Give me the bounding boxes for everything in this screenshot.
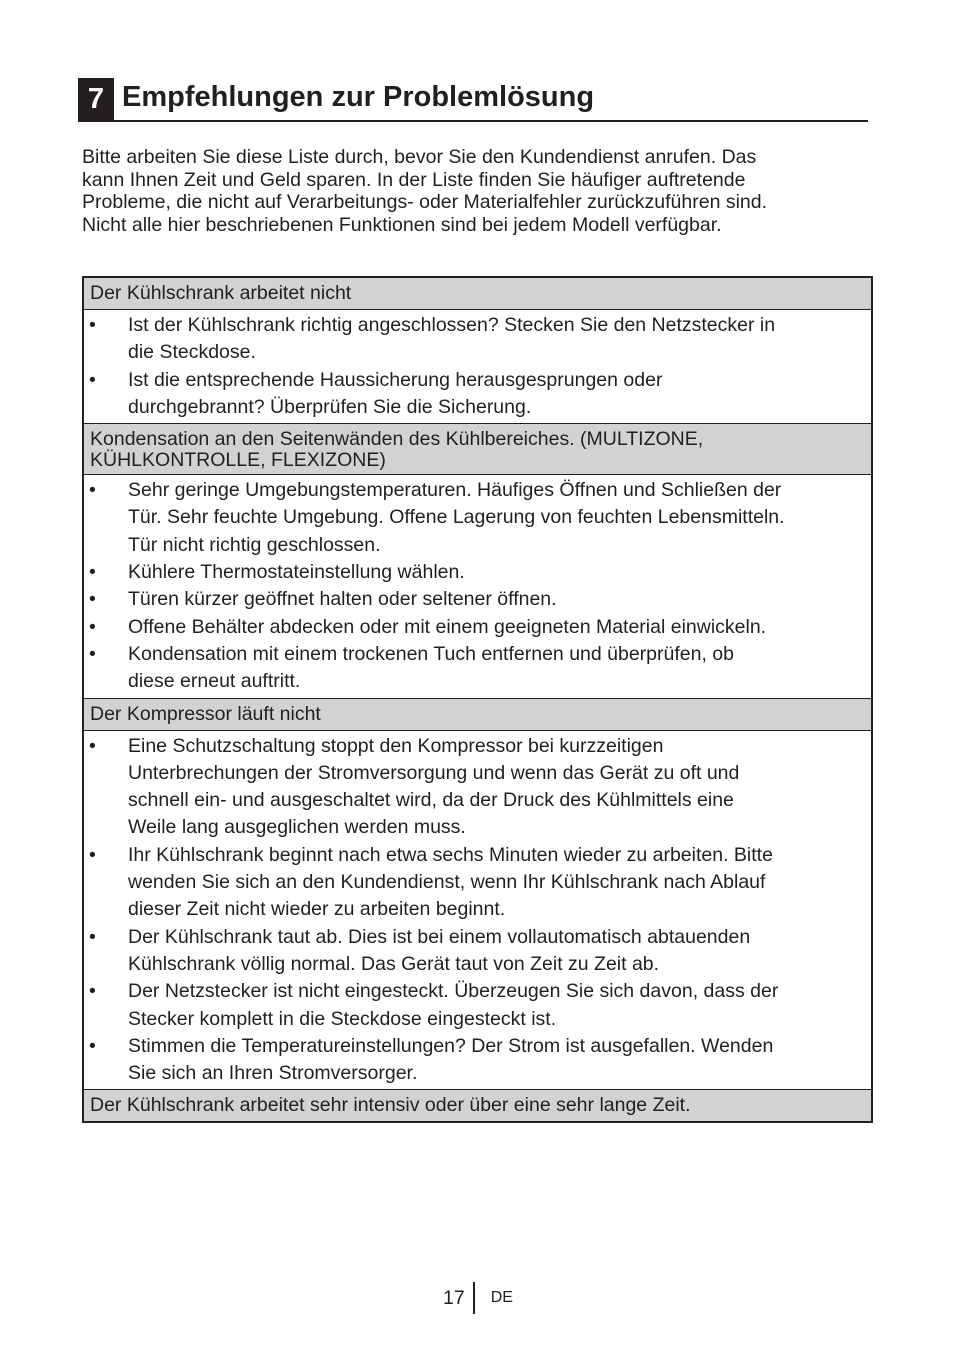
troubleshooting-table <box>82 276 873 1123</box>
list-item <box>84 614 871 641</box>
page-footer <box>443 1282 513 1314</box>
bullet-icon: • <box>89 734 96 757</box>
list-item-text <box>128 312 871 367</box>
bullet-icon: • <box>89 1034 96 1057</box>
list-item <box>84 367 871 422</box>
list-item-text <box>128 733 871 842</box>
list-item-line: Ist die entsprechende Haussicherung herausgesprungen oder <box>128 368 663 391</box>
problem-heading <box>84 699 871 731</box>
bullet-icon: • <box>89 925 96 948</box>
list-item-text <box>128 477 871 559</box>
solution-list <box>84 731 871 1091</box>
problem-heading-line: Der Kühlschrank arbeitet nicht <box>90 282 352 304</box>
list-item-line: durchgebrannt? Überprüfen Sie die Sicherung. <box>128 395 532 418</box>
bullet-icon: • <box>89 479 96 502</box>
list-item-line: Sie sich an Ihren Stromversorger. <box>128 1062 418 1085</box>
list-item <box>84 1033 871 1088</box>
list-item-text <box>128 842 871 924</box>
bullet-icon: • <box>89 561 96 584</box>
list-item-line: Stimmen die Temperatureinstellungen? Der Strom ist ausgefallen. Wenden <box>128 1034 774 1057</box>
problem-heading-line: Der Kompressor läuft nicht <box>90 702 321 725</box>
list-item-line: Offene Behälter abdecken oder mit einem geeigneten Material einwickeln. <box>128 615 767 638</box>
list-item-text <box>128 367 871 422</box>
list-item <box>84 842 871 924</box>
list-item <box>84 733 871 842</box>
list-item-line: Der Kühlschrank taut ab. Dies ist bei einem vollautomatisch abtauenden <box>128 925 751 948</box>
list-item-line: Weile lang ausgeglichen werden muss. <box>128 816 466 839</box>
intro-line: Bitte arbeiten Sie diese Liste durch, bevor Sie den Kundendienst anrufen. Das <box>82 146 757 168</box>
solution-list <box>84 310 871 424</box>
list-item-text <box>128 641 871 696</box>
section-heading <box>78 76 868 122</box>
list-item-line: Tür. Sehr feuchte Umgebung. Offene Lagerung von feuchten Lebensmitteln. <box>128 506 785 529</box>
list-item-line: Unterbrechungen der Stromversorgung und wenn das Gerät zu oft und <box>128 761 740 784</box>
intro-line: Nicht alle hier beschriebenen Funktionen sind bei jedem Modell verfügbar. <box>82 214 722 237</box>
intro-line: kann Ihnen Zeit und Geld sparen. In der Liste finden Sie häufiger auftretende <box>82 168 746 191</box>
bullet-icon: • <box>89 642 96 665</box>
list-item <box>84 978 871 1033</box>
list-item-text <box>128 924 871 979</box>
list-item-text <box>128 978 871 1033</box>
list-item-line: Eine Schutzschaltung stoppt den Kompressor bei kurzzeitigen <box>128 734 664 757</box>
bullet-icon: • <box>89 368 96 391</box>
solution-list <box>84 475 871 698</box>
list-item-line: Ihr Kühlschrank beginnt nach etwa sechs Minuten wieder zu arbeiten. Bitte <box>128 843 773 866</box>
list-item-line: Tür nicht richtig geschlossen. <box>128 533 381 556</box>
list-item <box>84 641 871 696</box>
problem-heading <box>84 1090 871 1121</box>
list-item-line: Kühlschrank völlig normal. Das Gerät taut von Zeit zu Zeit ab. <box>128 952 660 975</box>
list-item-text <box>128 586 871 613</box>
list-item-line: Kondensation mit einem trockenen Tuch entfernen und überprüfen, ob <box>128 642 734 665</box>
list-item-line: Türen kürzer geöffnet halten oder seltener öffnen. <box>128 588 557 611</box>
problem-heading <box>84 278 871 310</box>
bullet-icon: • <box>89 843 96 866</box>
list-item-line: Stecker komplett in die Steckdose eingesteckt ist. <box>128 1007 557 1030</box>
section-number: 7 <box>78 78 114 120</box>
page-number: 17 <box>443 1286 465 1309</box>
list-item <box>84 477 871 559</box>
list-item-text <box>128 1033 871 1088</box>
list-item-line: wenden Sie sich an den Kundendienst, wenn Ihr Kühlschrank nach Ablauf <box>128 871 766 894</box>
list-item-line: Sehr geringe Umgebungstemperaturen. Häufiges Öffnen und Schließen der <box>128 479 782 502</box>
list-item <box>84 559 871 586</box>
list-item-line: schnell ein- und ausgeschaltet wird, da der Druck des Kühlmittels eine <box>128 789 734 812</box>
list-item <box>84 924 871 979</box>
bullet-icon: • <box>89 980 96 1003</box>
language-code: DE <box>490 1289 513 1306</box>
list-item-line: die Steckdose. <box>128 341 256 364</box>
problem-heading-line: Kondensation an den Seitenwänden des Kühlbereiches. (MULTIZONE, <box>90 428 704 451</box>
list-item-text <box>128 614 871 641</box>
problem-heading <box>84 424 871 475</box>
intro-line: Probleme, die nicht auf Verarbeitungs- oder Materialfehler zurückzuführen sind. <box>82 191 768 214</box>
list-item-line: Der Netzstecker ist nicht eingesteckt. Überzeugen Sie sich davon, dass der <box>128 980 779 1003</box>
list-item-line: Ist der Kühlschrank richtig angeschlossen? Stecken Sie den Netzstecker in <box>128 314 776 336</box>
bullet-icon: • <box>89 615 96 638</box>
list-item-line: diese erneut auftritt. <box>128 670 301 693</box>
section-title: Empfehlungen zur Problemlösung <box>122 81 595 113</box>
bullet-icon: • <box>89 314 96 336</box>
problem-heading-line: KÜHLKONTROLLE, FLEXIZONE) <box>90 449 386 472</box>
bullet-icon: • <box>89 588 96 611</box>
list-item-line: dieser Zeit nicht wieder zu arbeiten beginnt. <box>128 898 506 921</box>
list-item <box>84 586 871 613</box>
list-item-text <box>128 559 871 586</box>
problem-heading-line: Der Kühlschrank arbeitet sehr intensiv oder über eine sehr lange Zeit. <box>90 1094 691 1117</box>
list-item <box>84 312 871 367</box>
intro-paragraph <box>82 146 862 237</box>
list-item-line: Kühlere Thermostateinstellung wählen. <box>128 561 465 584</box>
